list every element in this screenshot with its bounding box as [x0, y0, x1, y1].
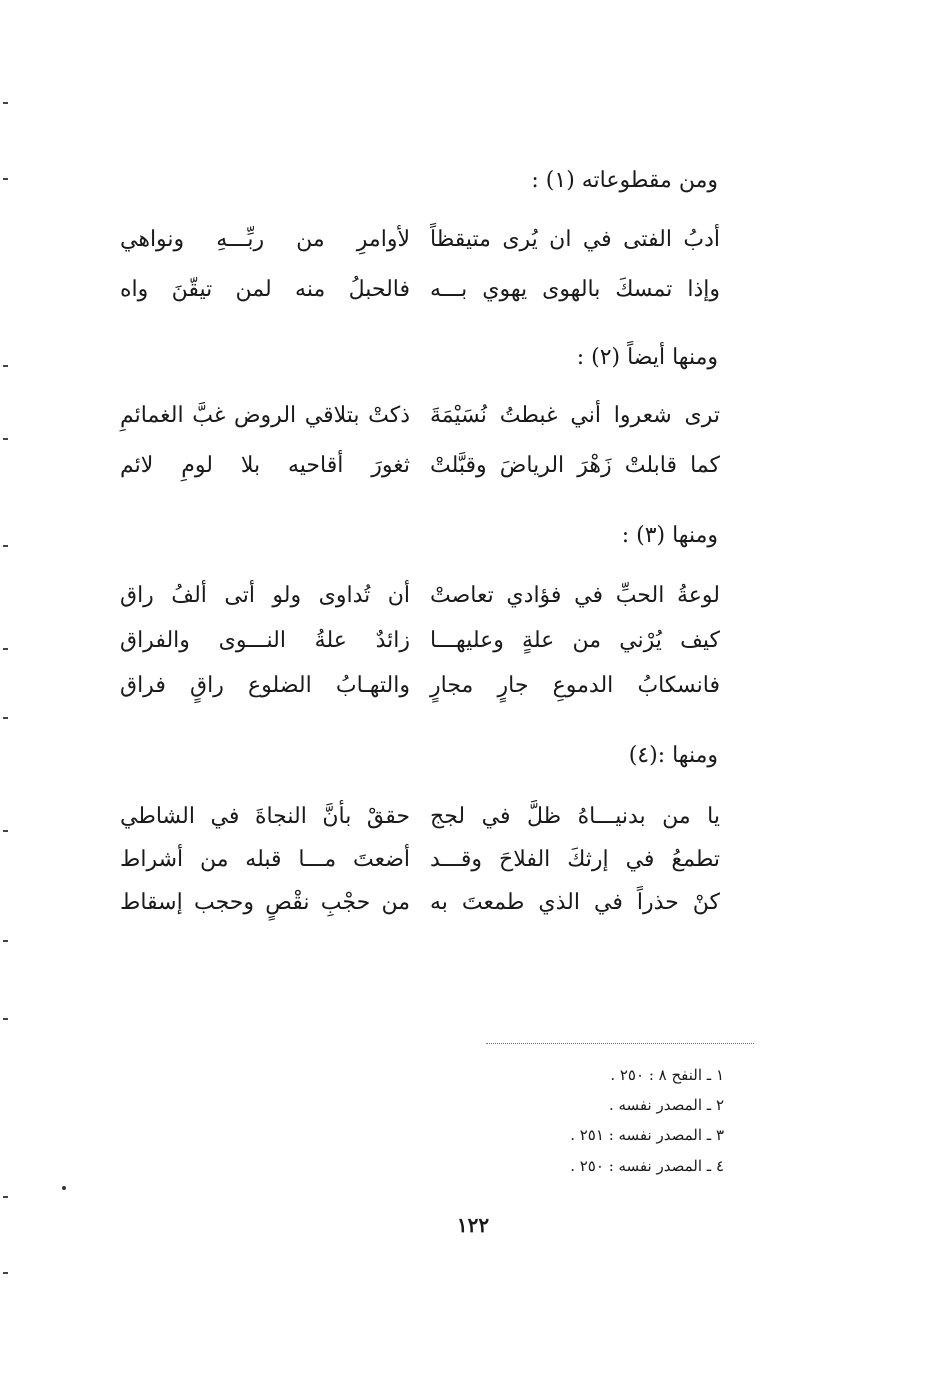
verse-second-hemistich: والتهـابُ الضلوع راقٍ فراق	[120, 673, 410, 698]
scan-edge-mark	[3, 178, 8, 180]
verse-first-hemistich: أدبُ الفتى في ان يُرى متيقظاً	[430, 227, 720, 252]
verse-line	[110, 444, 720, 488]
verse-second-hemistich: من حجْبِ نقْصٍ وحجب إسقاط	[120, 890, 410, 915]
verse-line	[110, 268, 720, 312]
scan-edge-mark	[3, 438, 8, 440]
scan-edge-mark	[3, 365, 8, 367]
footnote-4: ٤ ـ المصدر نفسه : ٢٥٠ .	[570, 1157, 724, 1175]
verse-first-hemistich: فانسكابُ الدموعِ جارٍ مجارٍ	[430, 673, 720, 698]
verse-first-hemistich: كيف يُرْني من علةٍ وعليهـــا	[430, 628, 720, 653]
verse-first-hemistich: يا من بدنيـــاهُ ظلَّ في لجج	[430, 804, 720, 829]
verse-first-hemistich: لوعةُ الحبِّ في فؤادي تعاصتْ	[430, 583, 720, 608]
scan-edge-mark	[3, 1018, 8, 1020]
verse-line	[110, 394, 720, 438]
scan-edge-mark	[3, 545, 8, 547]
verse-second-hemistich: أضعتَ مـــا قبله من أشراط	[120, 847, 410, 872]
scan-edge-mark	[3, 1196, 8, 1198]
verse-line	[110, 574, 720, 618]
footnote-2: ٢ ـ المصدر نفسه .	[608, 1096, 724, 1114]
verse-second-hemistich: لأوامرِ من ربِّـــهِ ونواهي	[120, 227, 410, 252]
footnote-3: ٣ ـ المصدر نفسه : ٢٥١ .	[570, 1126, 724, 1144]
verse-second-hemistich: ثغورَ أقاحيه بلا لومِ لائم	[120, 453, 410, 478]
footnote-1: ١ ـ النفح ٨ : ٢٥٠ .	[610, 1066, 724, 1084]
verse-first-hemistich: كما قابلتْ زَهْرَ الرياضَ وقبَّلتْ	[430, 453, 720, 478]
verse-first-hemistich: وإذا تمسكَ بالهوى يهوي بـــه	[430, 277, 720, 302]
verse-first-hemistich: كنْ حذراً في الذي طمعتَ به	[430, 890, 720, 915]
section-heading-3: ومنها (٣) :	[621, 523, 718, 548]
verse-line	[110, 838, 720, 882]
page-number: ١٢٢	[456, 1213, 490, 1237]
verse-line	[110, 881, 720, 925]
scan-edge-mark	[3, 648, 8, 650]
verse-second-hemistich: زائدٌ علةُ النـــوى والفراق	[120, 628, 410, 653]
scan-edge-mark	[3, 1272, 8, 1274]
verse-first-hemistich: ترى شعروا أني غبطتُ نُسَيْمَةَ	[430, 403, 720, 428]
verse-second-hemistich: ذكتْ بتلاقي الروض غبَّ الغمائمِ	[120, 403, 410, 428]
verse-first-hemistich: تطمعُ في إرثكَ الفلاحَ وقـــد	[430, 847, 720, 872]
verse-line	[110, 619, 720, 663]
verse-line	[110, 795, 720, 839]
verse-line	[110, 664, 720, 708]
scan-speck	[62, 1186, 66, 1190]
scan-edge-mark	[3, 940, 8, 942]
section-heading-2: ومنها أيضاً (٢) :	[576, 345, 718, 370]
section-heading-1: ومن مقطوعاته (١) :	[531, 168, 718, 193]
scan-edge-mark	[3, 102, 8, 104]
verse-line	[110, 218, 720, 262]
verse-second-hemistich: أن تُداوى ولو أتى ألفُ راق	[120, 583, 410, 608]
section-heading-4: ومنها :(٤)	[628, 743, 718, 768]
footnote-separator	[486, 1043, 754, 1044]
verse-second-hemistich: فالحبلُ منه لمن تيقّنَ واه	[120, 277, 410, 302]
verse-second-hemistich: حققْ بأنَّ النجاةَ في الشاطي	[120, 804, 410, 829]
scan-edge-mark	[3, 830, 8, 832]
scan-edge-mark	[3, 717, 8, 719]
